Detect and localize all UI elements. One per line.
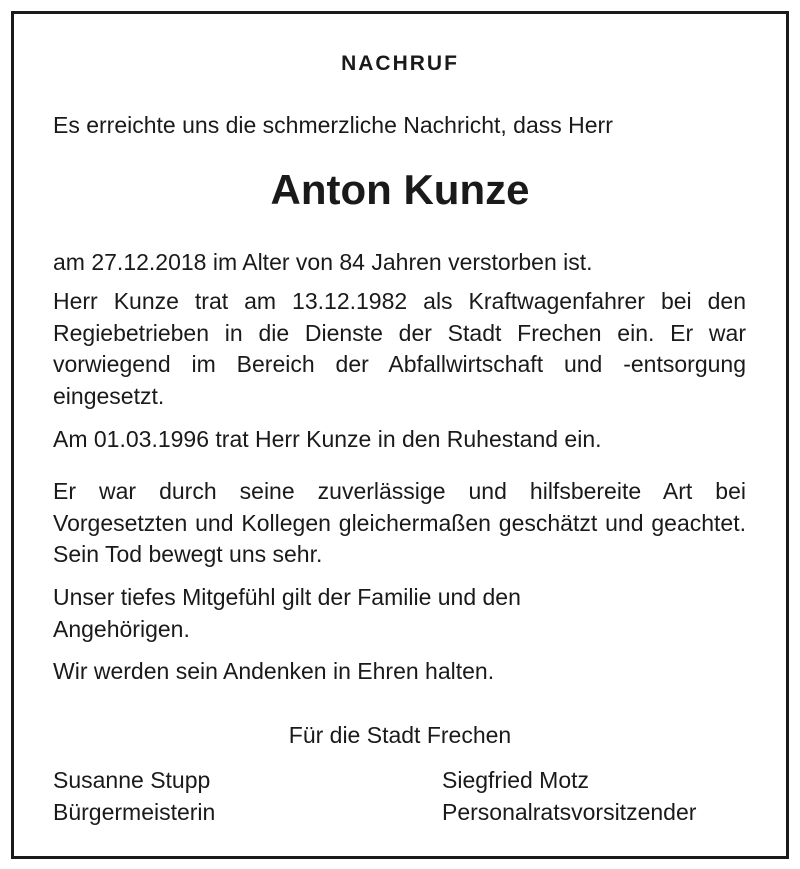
signoff-line: Für die Stadt Frechen	[288, 722, 512, 748]
signatory-name: Siegfried Motz	[442, 767, 590, 793]
signatory-title: Personalratsvorsitzender	[442, 799, 697, 825]
signatory-title: Bürgermeisterin	[53, 799, 216, 825]
notice-heading: NACHRUF	[341, 52, 459, 75]
character-paragraph: Er war durch seine zuverlässige und hilfsbereite Art bei Vorgesetzten und Kollegen gleichermaßen geschätzt und geachtet. Sein Tod bewegt uns sehr.	[53, 478, 746, 567]
death-date-paragraph: am 27.12.2018 im Alter von 84 Jahren verstorben ist.	[53, 249, 593, 275]
signatory-name: Susanne Stupp	[53, 767, 211, 793]
intro-text: Es erreichte uns die schmerzliche Nachricht, dass Herr	[53, 112, 613, 138]
signatory-left	[53, 764, 215, 828]
career-paragraph: Herr Kunze trat am 13.12.1982 als Kraftwagenfahrer bei den Regiebetrieben in die Dienste der Stadt Frechen ein. Er war vorwiegend im Bereich der Abfallwirtschaft und -entsorgung eingesetzt.	[53, 288, 746, 409]
condolence-paragraph: Unser tiefes Mitgefühl gilt der Familie und den Angehörigen.	[53, 584, 521, 642]
remembrance-paragraph: Wir werden sein Andenken in Ehren halten.	[53, 658, 495, 684]
deceased-name: Anton Kunze	[270, 166, 530, 213]
signatory-right	[442, 764, 696, 828]
retirement-paragraph: Am 01.03.1996 trat Herr Kunze in den Ruhestand ein.	[53, 426, 602, 452]
